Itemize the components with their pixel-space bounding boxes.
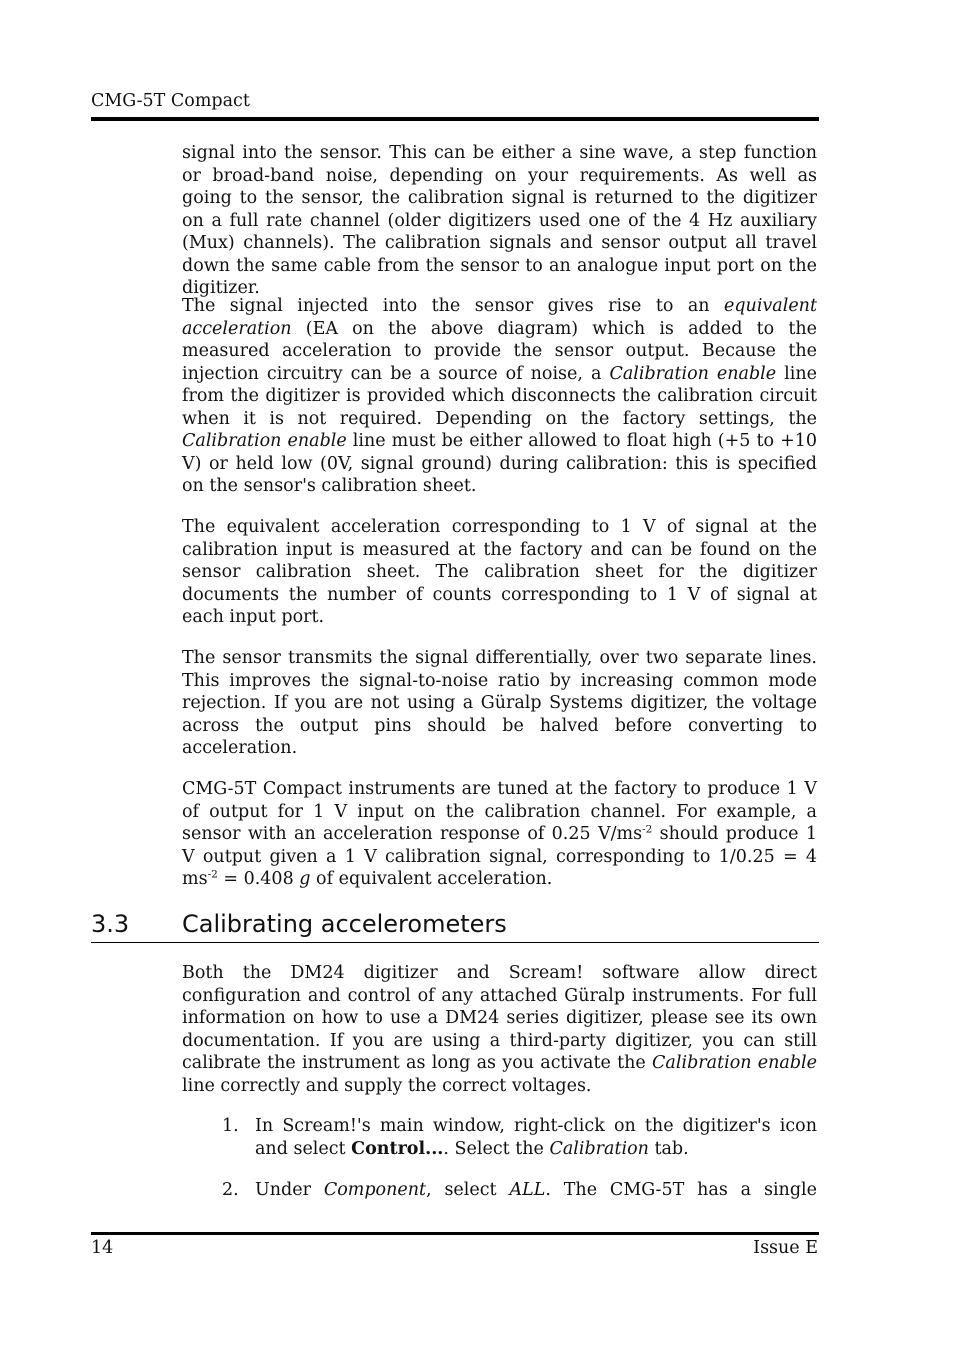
list-item-number: 2. [222,1180,239,1200]
issue-label: Issue E [753,1238,818,1258]
emphasis-equivalent-acceleration: equivalent acceleration [182,296,817,339]
running-header-title: CMG-5T Compact [91,91,250,111]
section-number: 3.3 [91,910,130,938]
paragraph-calibration-sheet: The equivalent acceleration corresponding to 1 V of signal at the calibration input is measured at the factory and can be found on the sensor calibration sheet. The calibration sheet for the digitizer documents the number of counts corresponding to 1 V of signal at each input port. [182,517,817,627]
emphasis-component: Component [323,1180,427,1200]
emphasis-control-menu: Control... [351,1138,444,1159]
emphasis-all: ALL [509,1180,546,1200]
list-item: Under Component, select ALL. The CMG-5T has a single [255,1180,817,1200]
emphasis-calibration-enable: Calibration enable [609,363,777,384]
paragraph-section-intro: Both the DM24 digitizer and Scream! software allow direct configuration and control of any attached Güralp instruments. For full information on how to use a DM24 series digitizer, please see its own documentation. If you are using a third-party digitizer, you can still calibrate the instrument as long as you activate the Calibration enable line correctly and supply the correct voltages. [182,963,817,1096]
superscript: -2 [207,868,218,881]
list-item-number: 1. [222,1116,239,1136]
emphasis-calibration-enable: Calibration enable [182,431,347,451]
list-item: In Scream!'s main window, right-click on the digitizer's icon and select Control.... Select the Calibration tab. [255,1116,817,1159]
header-rule [91,117,819,121]
superscript: -2 [642,823,653,836]
section-title: Calibrating accelerometers [182,910,507,938]
emphasis-g: g [299,869,311,889]
emphasis-calibration-enable: Calibration enable [652,1053,817,1073]
paragraph-differential-signal: The sensor transmits the signal differentially, over two separate lines. This improves the signal-to-noise ratio by increasing common mode rejection. If you are not using a Güralp Systems digitizer, the voltage across the output pins should be halved before converting to acceleration. [182,648,817,758]
page-number: 14 [91,1238,114,1258]
paragraph-calibration-signal: signal into the sensor. This can be either a sine wave, a step function or broad-band noise, depending on your requirements. As well as going to the sensor, the calibration signal is returned to the digitizer on a full rate channel (older digitizers used one of the 4 Hz auxiliary (Mux) channels). The calibration signals and sensor output all travel down the same cable from the sensor to an analogue input port on the digitizer. [182,143,817,298]
emphasis-calibration-tab: Calibration [549,1138,649,1159]
section-rule [91,942,819,943]
paragraph-equivalent-acceleration: The signal injected into the sensor gives rise to an equivalent acceleration (EA on the above diagram) which is added to the measured acceleration to provide the sensor output. Because the injection circuitry can be a source of noise, a Calibration enable line from the digitizer is provided which disconnects the calibration circuit when it is not required. Depending on the factory settings, the Calibration enable line must be either allowed to float high (+5 to +10 V) or held low (0V, signal ground) during calibration: this is specified on the sensor's calibration sheet. [182,296,817,496]
paragraph-factory-tuning: CMG-5T Compact instruments are tuned at the factory to produce 1 V of output for 1 V input on the calibration channel. For example, a sensor with an acceleration response of 0.25 $V/ms^{-2}$ should produce 1 V output given a 1 V calibration signal, corresponding to 1/0.25 = 4 $ms^{-2} = 0.408$ g of equivalent acceleration. [182,779,817,889]
footer-rule [91,1232,819,1235]
